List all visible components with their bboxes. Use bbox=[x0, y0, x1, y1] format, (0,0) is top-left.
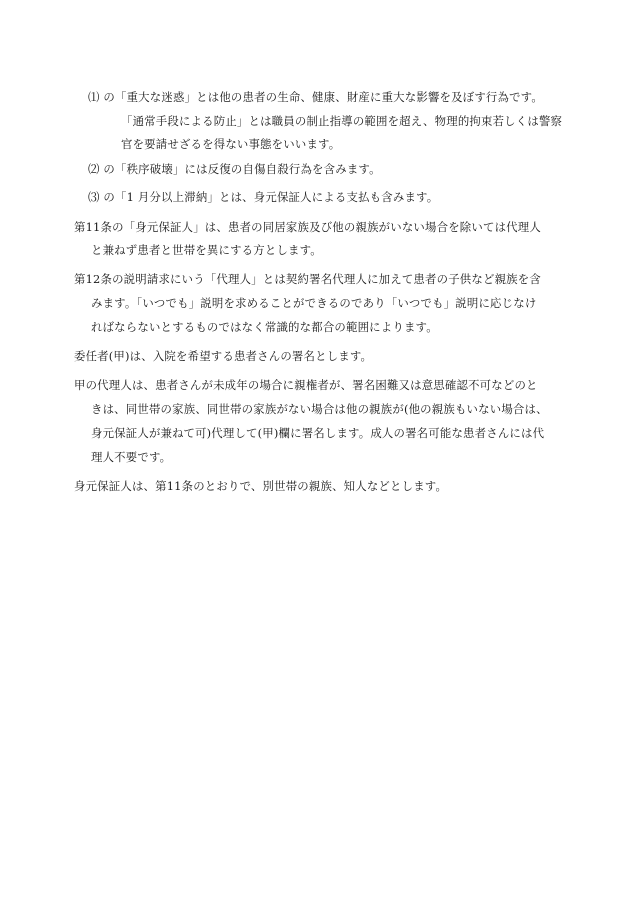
text-line: と兼ねず患者と世帯を異にする方とします。 bbox=[91, 243, 322, 257]
text-line: ⑴ の「重大な迷惑」とは他の患者の生命、健康、財産に重大な影響を及ぼす行為です。 bbox=[88, 90, 543, 104]
text-line: 身元保証人は、第11条のとおりで、別世帯の親族、知人などとします。 bbox=[74, 479, 448, 493]
text-line: 理人不要です。 bbox=[91, 450, 172, 464]
text-line: 委任者(甲)は、入院を希望する患者さんの署名とします。 bbox=[74, 349, 373, 363]
text-line: 甲の代理人は、患者さんが未成年の場合に親権者が、署名困難又は意思確認不可などのと bbox=[74, 378, 538, 392]
text-line: 官を要請せざるを得ない事態をいいます。 bbox=[121, 137, 341, 151]
text-line: 第11条の「身元保証人」は、患者の同居家族及び他の親族がいない場合を除いては代理人 bbox=[74, 220, 541, 234]
text-line: ⑵ の「秩序破壊」には反復の自傷自殺行為を含みます。 bbox=[88, 162, 381, 176]
text-line: ⑶ の「1 月分以上滞納」とは、身元保証人による支払も含みます。 bbox=[88, 190, 439, 204]
text-line: きは、同世帯の家族、同世帯の家族がない場合は他の親族が(他の親族もいない場合は、 bbox=[91, 402, 548, 416]
text-line: 「通常手段による防止」とは職員の制止指導の範囲を超え、物理的拘束若しくは警察 bbox=[121, 114, 563, 128]
text-line: みます。「いつでも」説明を求めることができるのであり「いつでも」説明に応じなけ bbox=[91, 296, 537, 310]
text-line: 身元保証人が兼ねて可)代理して(甲)欄に署名します。成人の署名可能な患者さんには代 bbox=[91, 426, 545, 440]
text-line: ればならないとするものではなく常識的な都合の範囲によります。 bbox=[91, 320, 438, 334]
text-line: 第12条の説明請求にいう「代理人」とは契約署名代理人に加えて患者の子供など親族を含 bbox=[74, 272, 541, 286]
